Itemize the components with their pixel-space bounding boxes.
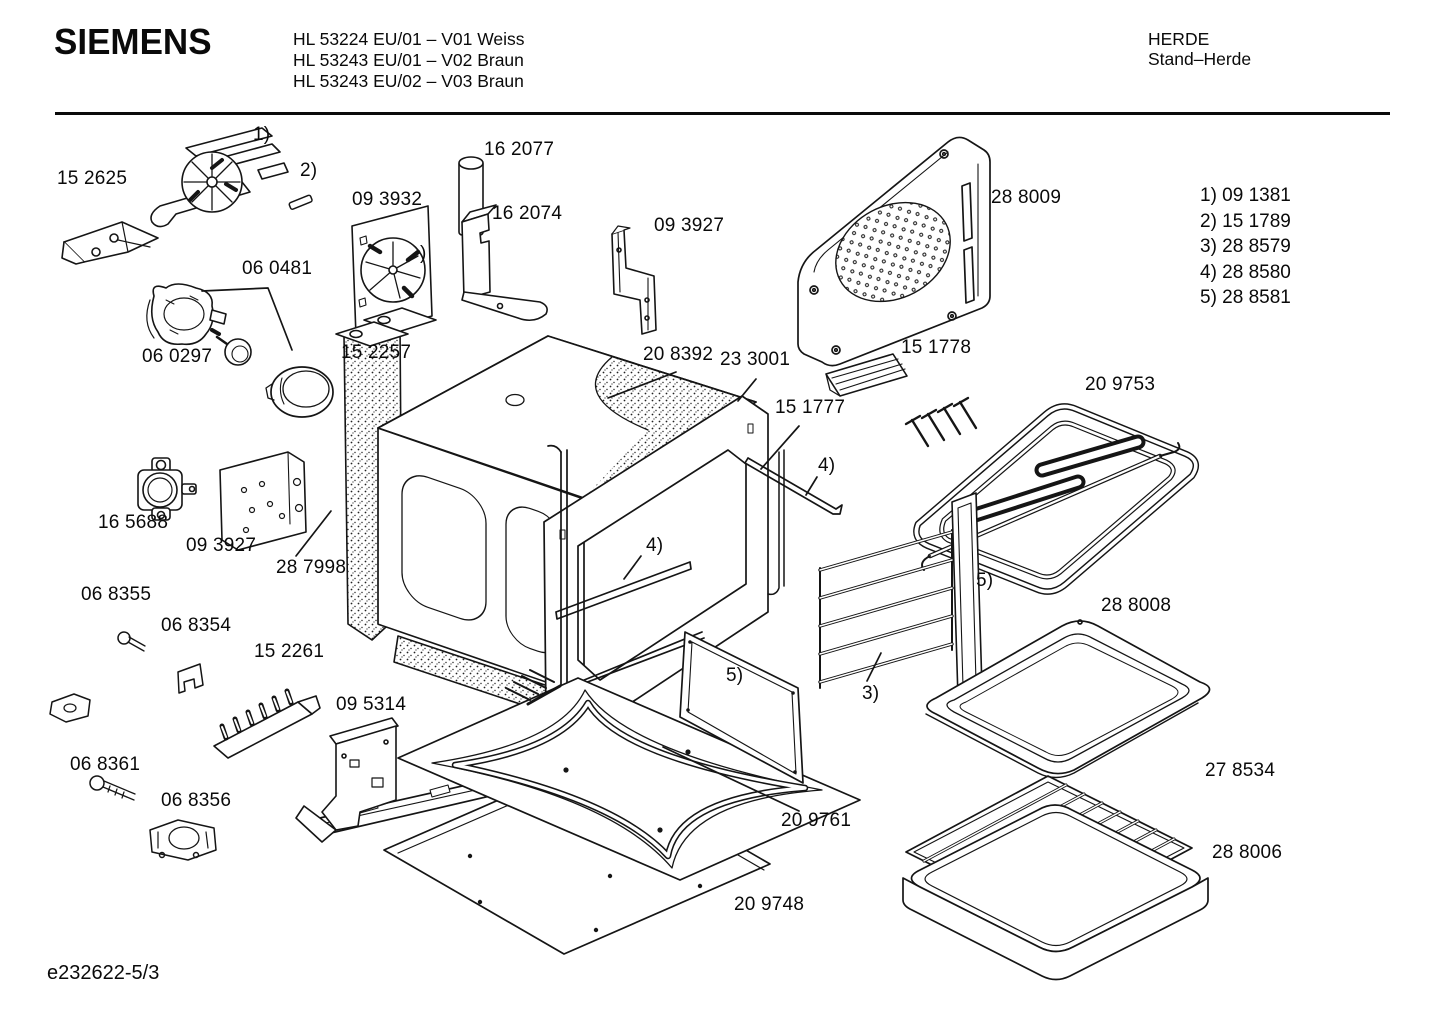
part-label: 15 1777 <box>775 397 846 418</box>
part-label: 09 5314 <box>336 694 407 715</box>
part-label: 15 2625 <box>57 168 128 189</box>
document-number: e232622-5/3 <box>47 962 160 984</box>
part-label: 09 3927 <box>186 535 257 556</box>
part-label: 28 8009 <box>991 187 1062 208</box>
part-label: 06 0481 <box>242 258 313 279</box>
category-title: HERDE <box>1148 29 1210 49</box>
part-label: 16 5688 <box>98 512 169 533</box>
part-label: 23 3001 <box>720 349 791 370</box>
siemens-logo: SIEMENS <box>54 22 212 63</box>
part-label: 20 9761 <box>781 810 852 831</box>
part-label: 09 3927 <box>654 215 725 236</box>
part-label: ) <box>420 243 427 264</box>
part-label: 5) <box>976 570 994 591</box>
legend-item: 1) 09 1381 <box>1200 185 1291 206</box>
part-label: 06 0297 <box>142 346 213 367</box>
legend-item: 2) 15 1789 <box>1200 210 1291 232</box>
part-label: 20 9748 <box>734 894 805 915</box>
category-subtitle: Stand–Herde <box>1148 49 1252 69</box>
legend-list <box>1200 183 1291 311</box>
part-label: 15 2257 <box>341 342 412 363</box>
part-label: 06 8356 <box>161 790 232 811</box>
part-label: 4) <box>646 535 664 556</box>
part-label: 4) <box>818 455 836 476</box>
legend-item: 3) 28 8579 <box>1200 236 1291 258</box>
part-label: 16 2077 <box>484 139 555 160</box>
part-label: 3) <box>862 683 880 704</box>
part-label: 28 7998 <box>276 557 347 578</box>
model-line: HL 53224 EU/01 – V01 Weiss <box>293 29 525 49</box>
part-label: 09 3932 <box>352 189 423 210</box>
legend-item: 5) 28 8581 <box>1200 287 1291 309</box>
part-label: 16 2074 <box>492 203 563 224</box>
part-label: 2) <box>300 160 318 181</box>
part-label: 5) <box>726 665 744 686</box>
part-label: 06 8354 <box>161 615 232 636</box>
part-label: 20 8392 <box>643 344 714 365</box>
part-label: 28 8006 <box>1212 842 1283 863</box>
part-label: 1) <box>253 124 271 145</box>
part-label: 06 8361 <box>70 754 141 775</box>
part-label: 06 8355 <box>81 584 152 605</box>
legend-item: 4) 28 8580 <box>1200 261 1291 283</box>
model-line: HL 53243 EU/02 – V03 Braun <box>293 71 524 91</box>
part-label: 20 9753 <box>1085 374 1156 395</box>
model-line: HL 53243 EU/01 – V02 Braun <box>293 50 524 70</box>
part-label: 28 8008 <box>1101 595 1172 616</box>
part-label: 15 1778 <box>901 337 972 358</box>
part-label: 27 8534 <box>1205 760 1276 781</box>
part-label: 15 2261 <box>254 641 325 662</box>
